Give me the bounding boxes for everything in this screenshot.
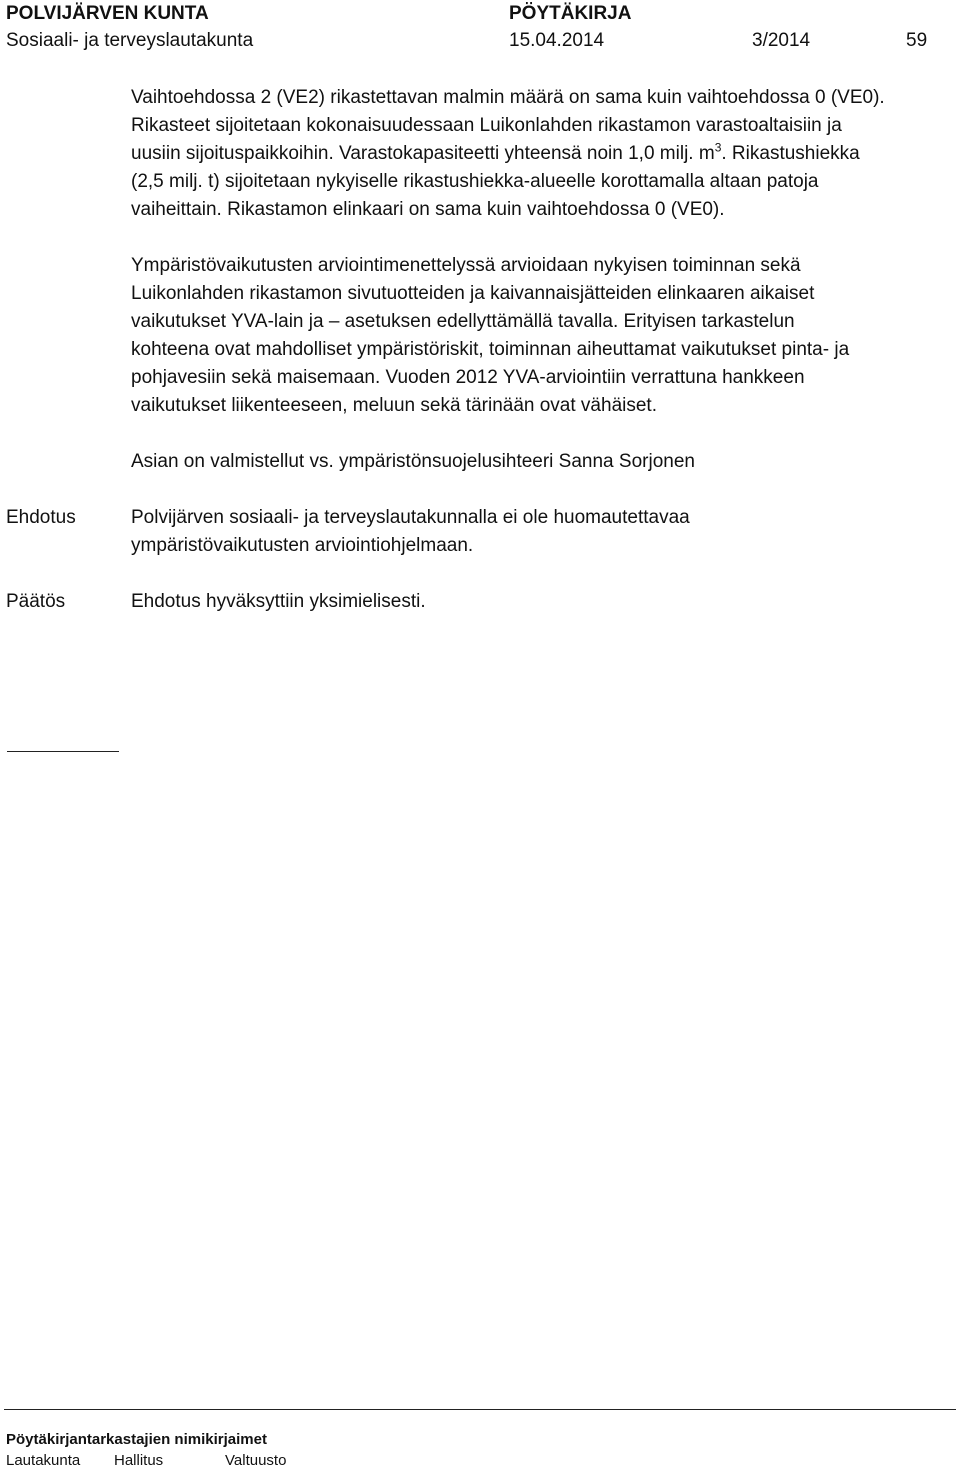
- proposal-text: [131, 504, 956, 560]
- committee-name: Sosiaali- ja terveyslautakunta: [6, 30, 254, 51]
- paragraph-prepared-by: [131, 448, 956, 476]
- text-line: ympäristövaikutusten arviointiohjelmaan.: [131, 535, 474, 556]
- text-line: Ehdotus hyväksyttiin yksimielisesti.: [131, 591, 426, 612]
- text-fragment: uusiin sijoituspaikkoihin. Varastokapasiteetti yhteensä noin 1,0 milj. m: [131, 143, 715, 164]
- footer-divider: [4, 1409, 956, 1410]
- text-line: kohteena ovat mahdolliset ympäristöriskit, toiminnan aiheuttamat vaikutukset pinta- ja: [131, 339, 850, 360]
- text-line: Asian on valmistellut vs. ympäristönsuojelusihteeri Sanna Sorjonen: [131, 451, 695, 472]
- meeting-number: 3/2014: [752, 30, 811, 51]
- text-line: Vaihtoehdossa 2 (VE2) rikastettavan malmin määrä on sama kuin vaihtoehdossa 0 (VE0).: [131, 87, 885, 108]
- meeting-date: 15.04.2014: [509, 30, 605, 51]
- decision-text: [131, 588, 956, 616]
- footer-initials-board: Hallitus: [114, 1452, 164, 1469]
- text-line: (2,5 milj. t) sijoitetaan nykyiselle rikastushiekka-alueelle korottamalla altaan patoja: [131, 171, 819, 192]
- page-number: 59: [906, 30, 928, 51]
- footer-title: Pöytäkirjantarkastajien nimikirjaimet: [6, 1431, 267, 1448]
- signature-line: [7, 751, 119, 752]
- organization-name: POLVIJÄRVEN KUNTA: [6, 3, 209, 24]
- decision-label: Päätös: [6, 591, 66, 612]
- footer-initials-committee: Lautakunta: [6, 1452, 81, 1469]
- footer-initials-council: Valtuusto: [225, 1452, 287, 1469]
- text-line: Luikonlahden rikastamon sivutuotteiden ja kaivannaisjätteiden elinkaaren aikaiset: [131, 283, 815, 304]
- paragraph-alternative-2: [131, 84, 956, 224]
- superscript: 3: [714, 140, 722, 155]
- text-fragment: . Rikastushiekka: [721, 143, 860, 164]
- text-line: vaikutukset liikenteeseen, meluun sekä tärinään ovat vähäiset.: [131, 395, 657, 416]
- text-line: Polvijärven sosiaali- ja terveyslautakunnalla ei ole huomautettavaa: [131, 507, 690, 528]
- text-line: Ympäristövaikutusten arviointimenettelyssä arvioidaan nykyisen toiminnan sekä: [131, 255, 801, 276]
- document-type: PÖYTÄKIRJA: [509, 3, 632, 24]
- proposal-label: Ehdotus: [6, 507, 76, 528]
- text-line: [131, 140, 956, 168]
- text-line: vaikutukset YVA-lain ja – asetuksen edellyttämällä tavalla. Erityisen tarkastelun: [131, 311, 795, 332]
- paragraph-environmental-assessment: [131, 252, 956, 420]
- text-line: Rikasteet sijoitetaan kokonaisuudessaan Luikonlahden rikastamon varastoaltaisiin ja: [131, 115, 842, 136]
- text-line: vaiheittain. Rikastamon elinkaari on sama kuin vaihtoehdossa 0 (VE0).: [131, 199, 725, 220]
- text-line: pohjavesiin sekä maisemaan. Vuoden 2012 YVA-arviointiin verrattuna hankkeen: [131, 367, 805, 388]
